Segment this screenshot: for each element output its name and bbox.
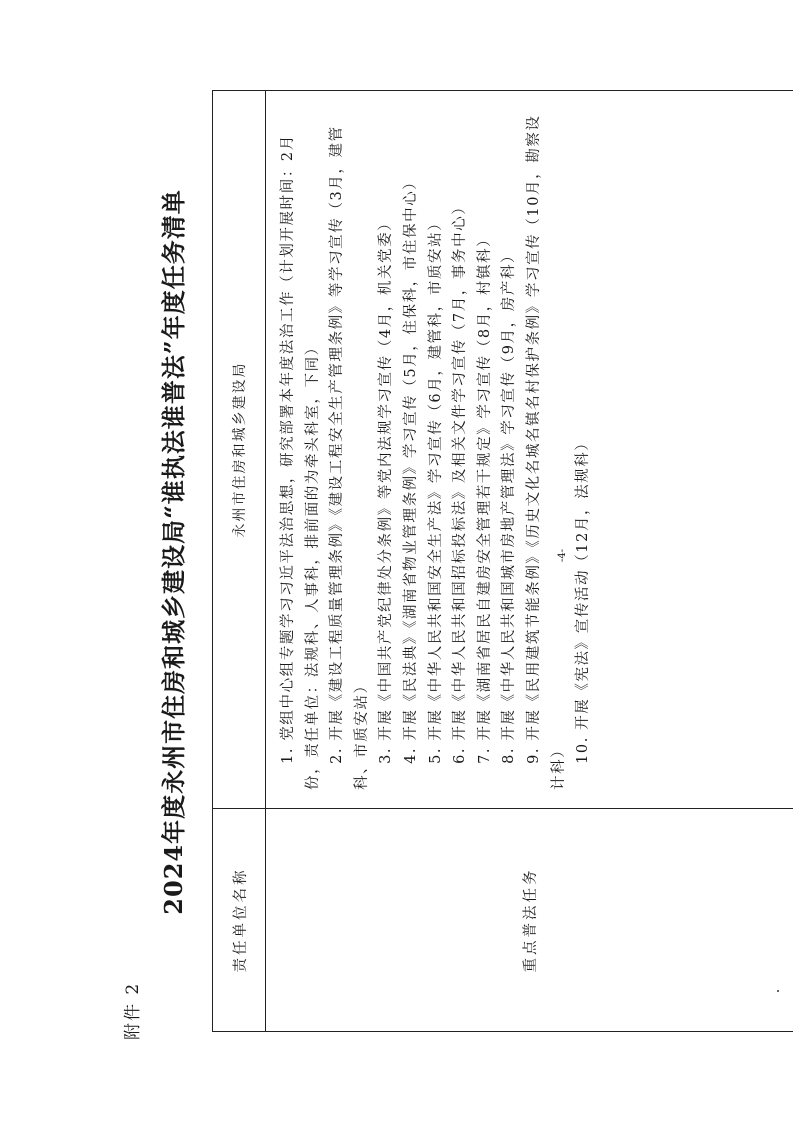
document-title: 2024年度永州市住房和城乡建设局“谁执法谁普法”年度任务清单 <box>159 189 188 915</box>
task-item: 7. 开展《湖南省居民自建房安全管理若干规定》学习宣传（8月，村镇科） <box>476 230 493 764</box>
unit-name-label: 责任单位名称 <box>213 809 266 1032</box>
task-item: 6. 开展《中华人民共和国招标投标法》及相关文件学习宣传（7月，事务中心） <box>452 198 469 764</box>
page-number: -4- <box>557 548 568 562</box>
scan-speck <box>777 990 779 992</box>
tasks-content <box>266 91 793 809</box>
task-item: 3. 开展《中国共产党纪律处分条例》等党内法规学习宣传（4月，机关党委） <box>378 214 395 764</box>
unit-row <box>213 91 266 1032</box>
task-item: 1. 党组中心组专题学习习近平法治思想，研究部署本年度法治工作（计划开展时间：2月份，责任单位：法规科、人事科，排前面的为牵头科室，下同） <box>280 134 321 790</box>
task-item: 9. 开展《民用建筑节能条例》《历史文化名城名镇名村保护条例》学习宣传（10月，勘察设计科） <box>525 114 567 790</box>
tasks-label: 重点普法任务 <box>266 809 793 1032</box>
task-table <box>212 90 793 1032</box>
tasks-row <box>266 91 793 1032</box>
task-item: 8. 开展《中华人民共和国城市房地产管理法》学习宣传（9月，房产科） <box>501 246 518 764</box>
task-item: 10. 开展《宪法》宣传活动（12月，法规科） <box>575 434 592 764</box>
task-item: 5. 开展《中华人民共和国安全生产法》学习宣传（6月，建管科，市质安站） <box>427 214 444 764</box>
attachment-label: 附件 2 <box>123 981 143 1040</box>
unit-name-value: 永州市住房和城乡建设局 <box>213 91 266 809</box>
task-item: 2. 开展《建设工程质量管理条例》《建设工程安全生产管理条例》等学习宣传（3月，建管科、市质安站） <box>329 125 370 790</box>
task-item: 4. 开展《民法典》《湖南省物业管理条例》学习宣传（5月，住保科，市住保中心） <box>402 173 419 764</box>
